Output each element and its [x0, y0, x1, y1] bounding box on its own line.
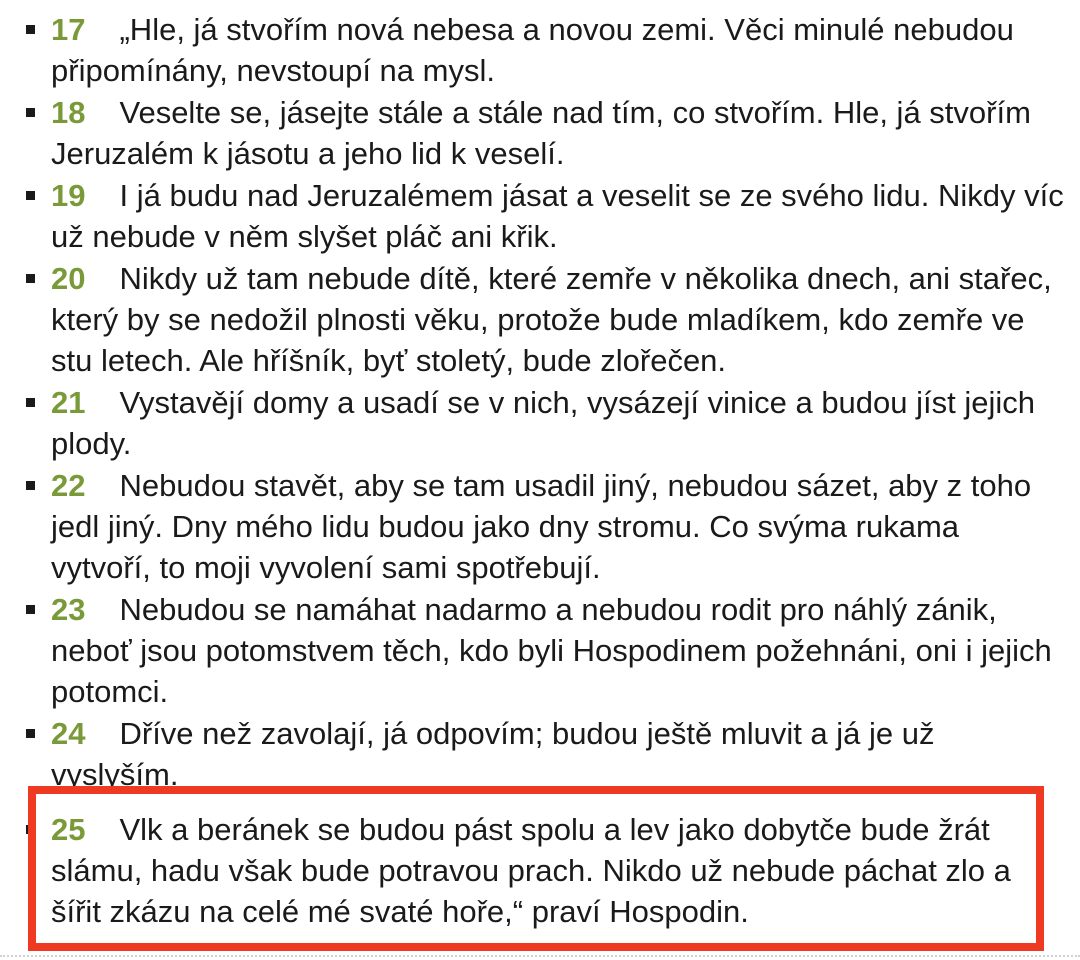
- bullet-icon: [26, 729, 35, 738]
- verse-number: 18: [51, 95, 86, 130]
- verse-item[interactable]: [0, 9, 1080, 91]
- verse-item[interactable]: [0, 92, 1080, 174]
- verse-text: Nebudou se namáhat nadarmo a nebudou rodit pro náhlý zánik, neboť jsou potomstvem těch, kdo byli Hospodinem požehnáni, oni i jejich potomci.: [51, 592, 1052, 709]
- verse-text: Vlk a beránek se budou pást spolu a lev jako dobytče bude žrát slámu, hadu však bude potravou prach. Nikdo už nebude páchat zlo a šířit zkázu na celé mé svaté hoře,“ praví Hospodin.: [51, 812, 1011, 929]
- verse-number: 17: [51, 12, 86, 47]
- verse-item[interactable]: [0, 175, 1080, 257]
- verse-item[interactable]: [0, 713, 1080, 795]
- verse-item-highlighted[interactable]: [0, 809, 1080, 932]
- verse-text: Dříve než zavolají, já odpovím; budou ještě mluvit a já je už vyslyším.: [51, 716, 935, 792]
- verse-number: 25: [51, 812, 86, 847]
- bullet-icon: [26, 398, 35, 407]
- bullet-icon: [26, 605, 35, 614]
- bullet-icon: [26, 481, 35, 490]
- verse-number: 19: [51, 178, 86, 213]
- verse-item[interactable]: [0, 382, 1080, 464]
- verse-text: Vystavějí domy a usadí se v nich, vysázejí vinice a budou jíst jejich plody.: [51, 385, 1035, 461]
- verse-text: Veselte se, jásejte stále a stále nad tím, co stvořím. Hle, já stvořím Jeruzalém k jásotu a jeho lid k veselí.: [51, 95, 1031, 171]
- bullet-icon: [26, 108, 35, 117]
- verse-text: „Hle, já stvořím nová nebesa a novou zemi. Věci minulé nebudou připomínány, nevstoupí na mysl.: [51, 12, 1014, 88]
- verse-number: 24: [51, 716, 86, 751]
- verse-item[interactable]: [0, 258, 1080, 381]
- verse-item[interactable]: [0, 465, 1080, 588]
- bullet-icon: [26, 274, 35, 283]
- verse-number: 21: [51, 385, 86, 420]
- verse-text: Nikdy už tam nebude dítě, které zemře v několika dnech, ani stařec, který by se nedožil plnosti věku, protože bude mladíkem, kdo zemře ve stu letech. Ale hříšník, byť stoletý, bude zlořečen.: [51, 261, 1052, 378]
- verse-item[interactable]: [0, 589, 1080, 712]
- verse-list: [0, 9, 1080, 933]
- bullet-icon: [26, 825, 35, 834]
- verse-number: 23: [51, 592, 86, 627]
- verse-text: I já budu nad Jeruzalémem jásat a veselit se ze svého lidu. Nikdy víc už nebude v něm slyšet pláč ani křik.: [51, 178, 1064, 254]
- verse-number: 20: [51, 261, 86, 296]
- verse-text: Nebudou stavět, aby se tam usadil jiný, nebudou sázet, aby z toho jedl jiný. Dny mého lidu budou jako dny stromu. Co svýma rukama vytvoří, to moji vyvolení sami spotřebují.: [51, 468, 1032, 585]
- bullet-icon: [26, 191, 35, 200]
- bullet-icon: [26, 25, 35, 34]
- divider: [0, 955, 1080, 957]
- verse-number: 22: [51, 468, 86, 503]
